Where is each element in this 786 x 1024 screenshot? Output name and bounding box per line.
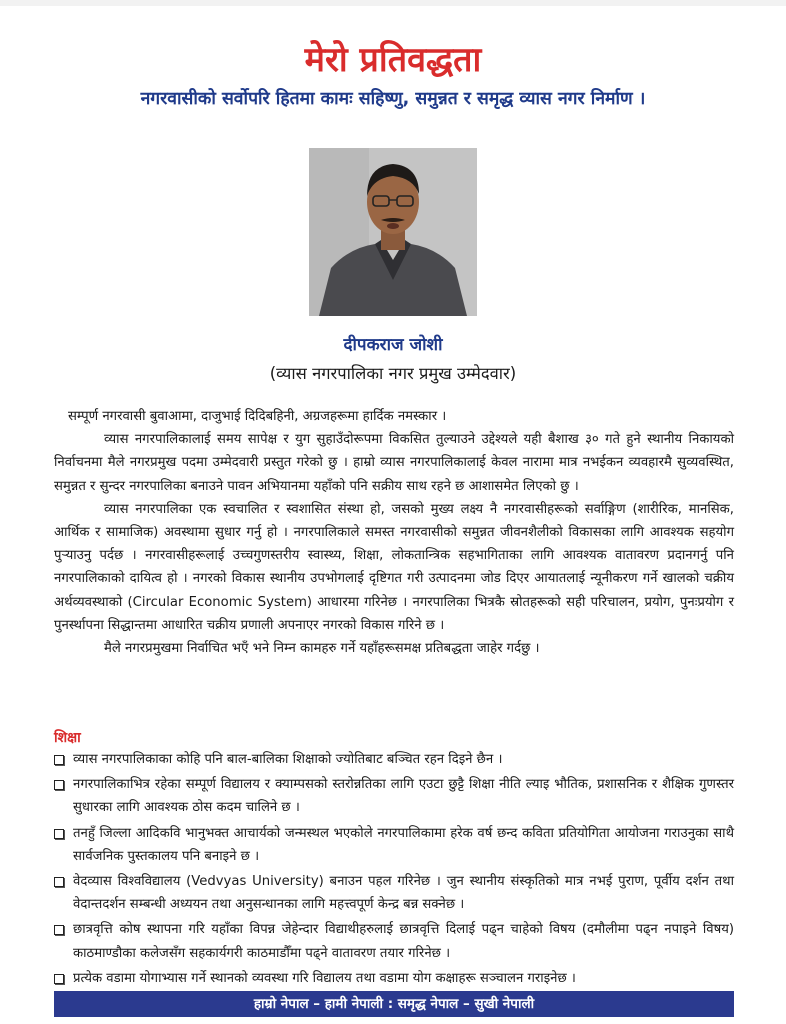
list-item	[54, 773, 734, 819]
top-border	[0, 0, 786, 6]
page-title: मेरो प्रतिवद्धता	[304, 40, 482, 80]
candidate-photo	[309, 148, 477, 316]
list-item	[54, 822, 734, 868]
list-item-text: व्यास नगरपालिकाका कोहि पनि बाल-बालिका शिक्षाको ज्योतिबाट बञ्चित रहन दिइने छैन ।	[73, 752, 503, 767]
checkbox-bullet-icon	[54, 780, 64, 790]
checkbox-bullet-icon	[54, 877, 64, 887]
education-heading: शिक्षा	[54, 730, 81, 746]
candidate-role: (व्यास नगरपालिका नगर प्रमुख उम्मेदवार)	[269, 364, 517, 383]
list-item	[54, 748, 734, 771]
list-item-text: छात्रवृत्ति कोष स्थापना गरि यहाँका विपन्न जेहेन्दार विद्याथीहरुलाई छात्रवृत्ति दिलाई पढ्न चाहेको विषय (दमौलीमा पढ्न नपाइने विषय) काठमाण्डौका कलेजसँग सहकार्यगरी काठमाडौँमा पढ्ने वातावरण तयार गरिनेछ ।	[73, 922, 734, 961]
candidate-name: दीपकराज जोशी	[343, 335, 443, 355]
list-item-text: तनहुँ जिल्ला आदिकवि भानुभक्त आचार्यको जन्मस्थल भएकोले नगरपालिकामा हरेक वर्ष छन्द कविता प्रतियोगिता आयोजना गराउनुका साथै सार्वजनिक पुस्तकालय पनि बनाइने छ ।	[73, 825, 734, 864]
checkbox-bullet-icon	[54, 829, 64, 839]
intro-paragraph: व्यास नगरपालिकालाई समय सापेक्ष र युग सुहाउँदोरूपमा विकसित तुल्याउने उद्देश्यले यही बैशाख ३० गते हुने स्थानीय निकायको निर्वाचनमा मैले नगरप्रमुख पदमा उम्मेदवारी प्रस्तुत गरेको छु । हाम्रो व्यास नगरपालिकालाई केवल नारामा मात्र नभईकन व्यवहारमै सुव्यवस्थित, समुन्नत र सुन्दर नगरपालिका बनाउने पावन अभियानमा यहाँको पनि सक्रीय साथ रहने छ आशासमेत लिएको छु ।	[54, 432, 734, 494]
greeting-paragraph: सम्पूर्ण नगरवासी बुवाआमा, दाजुभाई दिदिबहिनी, अग्रजहरूमा हार्दिक नमस्कार ।	[68, 409, 447, 424]
footer-slogan: हाम्रो नेपाल – हामी नेपाली : समृद्ध नेपाल – सुखी नेपाली	[54, 991, 734, 1017]
education-list	[54, 748, 734, 992]
list-item-text: प्रत्येक वडामा योगाभ्यास गर्ने स्थानको व्यवस्था गरि विद्यालय तथा वडामा योग कक्षाहरू सञ्चालन गराइनेछ ।	[73, 970, 576, 986]
page-subtitle: नगरवासीको सर्वोपरि हितमा कामः सहिष्णु, समुन्नत र समृद्ध व्यास नगर निर्माण ।	[140, 89, 646, 109]
list-item	[54, 918, 734, 964]
list-item	[54, 870, 734, 916]
candidate-portrait-icon	[309, 148, 477, 316]
checkbox-bullet-icon	[54, 974, 64, 984]
checkbox-bullet-icon	[54, 925, 64, 935]
checkbox-bullet-icon	[54, 755, 64, 765]
list-item-text: वेदव्यास विश्वविद्यालय (Vedvyas University) बनाउन पहल गरिनेछ । जुन स्थानीय संस्कृतिको मात्र नभई पुराण, पूर्वीय दर्शन तथा वेदान्तदर्शन सम्बन्धी अध्ययन तथा अनुसन्धानका लागि महत्त्वपूर्ण केन्द्र बन्न सक्नेछ ।	[73, 874, 734, 913]
vision-paragraph: व्यास नगरपालिका एक स्वचालित र स्वशासित संस्था हो, जसको मुख्य लक्ष्य नै नगरवासीहरूको सर्वाङ्गिण (शारीरिक, मानसिक, आर्थिक र सामाजिक) अवस्थामा सुधार गर्नु हो । नगरपालिकाले समस्त नगरवासीको समुन्नत जीवनशैलीको विकासका लागि आवश्यक सहयोग पुऱ्याउनु पर्दछ । नगरवासीहरूलाई उच्चगुणस्तरीय स्वास्थ्य, शिक्षा, लोकतान्त्रिक सहभागिताका लागि आवश्यक वातावरण प्रदानगर्नु पनि नगरपालिकाको दायित्व हो । नगरको विकास स्थानीय उपभोगलाई दृष्टिगत गरी उत्पादनमा जोड दिएर आयातलाई न्यूनीकरण गर्ने खालको चक्रीय अर्थव्यवस्थाको (Circular Economic System) आधारमा गरिनेछ । नगरपालिका भित्रकै स्रोतहरूको सही परिचालन, प्रयोग, पुनःप्रयोग र पुनर्स्थापना सिद्धान्तमा आधारित चक्रीय प्रणाली अपनाएर नगरको विकास गरिने छ ।	[54, 501, 734, 633]
list-item	[54, 967, 734, 990]
list-item-text: नगरपालिकाभित्र रहेका सम्पूर्ण विद्यालय र क्याम्पसको स्तरोन्नतिका लागि एउटा छुट्टै शिक्षा नीति ल्याइ भौतिक, प्रशासनिक र शैक्षिक गुणस्तर सुधारका लागि आवश्यक ठोस कदम चालिने छ ।	[73, 777, 734, 816]
commitment-paragraph: मैले नगरप्रमुखमा निर्वाचित भएँ भने निम्न कामहरु गर्ने यहाँहरूसमक्ष प्रतिबद्धता जाहेर गर्दछु ।	[104, 641, 540, 657]
manifesto-body	[54, 405, 734, 660]
